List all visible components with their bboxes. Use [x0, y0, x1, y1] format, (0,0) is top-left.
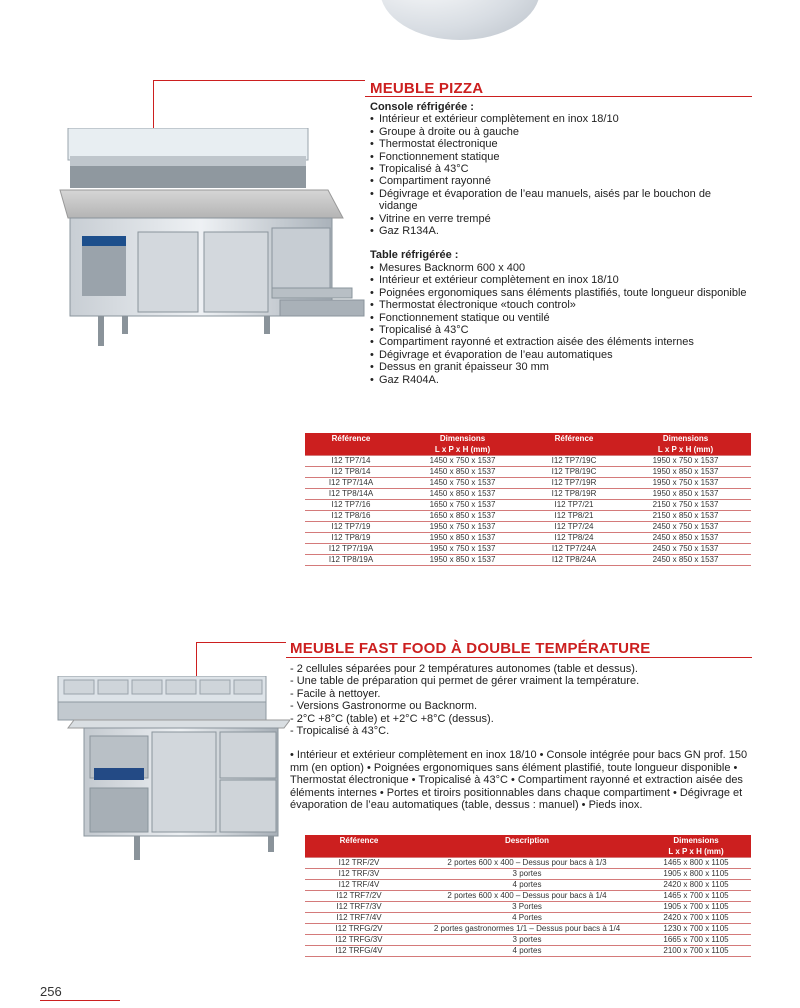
- table-cell: I12 TRF/2V: [305, 858, 413, 869]
- red-connector-line: [153, 80, 365, 81]
- list-item: - 2°C +8°C (table) et +2°C +8°C (dessus).: [290, 712, 494, 725]
- fastfood-counter-image: [54, 676, 290, 862]
- column-subheader: L x P x H (mm): [641, 846, 751, 858]
- table-cell: I12 TP8/19R: [528, 489, 620, 500]
- table-cell: I12 TP8/24A: [528, 555, 620, 566]
- list-item: • Intérieur et extérieur complètement en inox 18/10: [370, 274, 750, 286]
- table-row: [305, 456, 751, 467]
- table-row: [305, 467, 751, 478]
- page-number: 256: [40, 984, 62, 999]
- table-row: [305, 946, 751, 957]
- table-cell: I12 TRF7/2V: [305, 891, 413, 902]
- table-cell: 1950 x 750 x 1537: [397, 544, 528, 555]
- table-cell: 2420 x 800 x 1105: [641, 880, 751, 891]
- table-cell: I12 TP7/24: [528, 522, 620, 533]
- table-row: [305, 858, 751, 869]
- list-item: • Thermostat électronique: [370, 138, 750, 150]
- list-item: • Tropicalisé à 43°C: [370, 163, 750, 175]
- table-cell: I12 TP8/16: [305, 511, 397, 522]
- table-cell: 1905 x 700 x 1105: [641, 902, 751, 913]
- table-cell: 1950 x 750 x 1537: [620, 456, 751, 467]
- table-cell: I12 TRFG/2V: [305, 924, 413, 935]
- table-cell: I12 TP7/19C: [528, 456, 620, 467]
- table-cell: 1950 x 850 x 1537: [620, 489, 751, 500]
- table-cell: 4 portes: [413, 946, 641, 957]
- list-item: • Dessus en granit épaisseur 30 mm: [370, 361, 750, 373]
- table-cell: 1465 x 700 x 1105: [641, 891, 751, 902]
- table-row: [305, 544, 751, 555]
- list-item: • Mesures Backnorm 600 x 400: [370, 262, 750, 274]
- list-item: - Une table de préparation qui permet de gérer vraiment la température.: [290, 675, 640, 688]
- pizza-spec-table: [305, 433, 751, 566]
- table-cell: 1950 x 750 x 1537: [620, 478, 751, 489]
- table-cell: 1450 x 750 x 1537: [397, 478, 528, 489]
- table-row: [305, 913, 751, 924]
- column-subheader: [413, 846, 641, 858]
- features-paragraph: • Intérieur et extérieur complètement en inox 18/10 • Console intégrée pour bacs GN prof. 150 mm (en option) • Poignées ergonomiques sans élément plastifié, toute longueur disponible • Thermostat électronique • Tropicalisé à 43°C • Compartiment rayonné et extraction aisée des éléments internes • Portes et tiroirs positionnables dans chaque compartiment • Dégivrage et évaporation de l’eau automatiques (table, dessus : manuel) • Pieds inox.: [290, 749, 748, 812]
- red-connector-line: [153, 80, 154, 132]
- column-header: Référence: [305, 433, 397, 444]
- list-item: - Tropicalisé à 43°C.: [290, 725, 390, 738]
- table-row: [305, 555, 751, 566]
- table-cell: I12 TP7/19: [305, 522, 397, 533]
- table-cell: 2450 x 750 x 1537: [620, 544, 751, 555]
- table-cell: 1650 x 750 x 1537: [397, 500, 528, 511]
- table-cell: 2450 x 750 x 1537: [620, 522, 751, 533]
- column-subheader: L x P x H (mm): [620, 444, 751, 456]
- table-cell: 1450 x 750 x 1537: [397, 456, 528, 467]
- table-row: [305, 522, 751, 533]
- table-cell: I12 TP7/19A: [305, 544, 397, 555]
- table-row: [305, 511, 751, 522]
- list-item: • Vitrine en verre trempé: [370, 213, 750, 225]
- column-header: Dimensions: [620, 433, 751, 444]
- table-cell: 1950 x 850 x 1537: [620, 467, 751, 478]
- table-cell: I12 TP8/14: [305, 467, 397, 478]
- list-item: • Poignées ergonomiques sans éléments plastifiés, toute longueur disponible: [370, 287, 750, 299]
- fastfood-table-body: [305, 858, 751, 957]
- section-title-fastfood: MEUBLE FAST FOOD À DOUBLE TEMPÉRATURE: [290, 640, 651, 657]
- table-cell: 1465 x 800 x 1105: [641, 858, 751, 869]
- table-cell: 4 Portes: [413, 913, 641, 924]
- table-cell: 3 portes: [413, 935, 641, 946]
- table-cell: I12 TP7/24A: [528, 544, 620, 555]
- decorative-swoosh: [380, 0, 540, 40]
- list-item: • Fonctionnement statique ou ventilé: [370, 312, 750, 324]
- fastfood-spec-table: [305, 835, 751, 957]
- table-cell: I12 TP7/21: [528, 500, 620, 511]
- table-cell: 1950 x 750 x 1537: [397, 522, 528, 533]
- table-cell: I12 TP8/21: [528, 511, 620, 522]
- console-heading: Console réfrigérée :: [370, 101, 474, 113]
- column-header: Dimensions: [397, 433, 528, 444]
- table-cell: 1950 x 850 x 1537: [397, 533, 528, 544]
- table-cell: I12 TP8/14A: [305, 489, 397, 500]
- table-cell: I12 TRF/3V: [305, 869, 413, 880]
- table-cell: I12 TP7/19R: [528, 478, 620, 489]
- table-cell: 2100 x 700 x 1105: [641, 946, 751, 957]
- table-cell: 2420 x 700 x 1105: [641, 913, 751, 924]
- table-cell: I12 TRFG/4V: [305, 946, 413, 957]
- table-row: [305, 924, 751, 935]
- table-row: [305, 869, 751, 880]
- list-item: • Gaz R134A.: [370, 225, 750, 237]
- table-cell: I12 TRFG/3V: [305, 935, 413, 946]
- column-subheader: [305, 444, 397, 456]
- column-subheader: [305, 846, 413, 858]
- table-row: [305, 500, 751, 511]
- table-row: [305, 902, 751, 913]
- table-cell: I12 TRF7/3V: [305, 902, 413, 913]
- fastfood-description: [290, 663, 754, 811]
- list-item: - 2 cellules séparées pour 2 températures autonomes (table et dessus).: [290, 663, 638, 675]
- table-row: [305, 489, 751, 500]
- column-header: Référence: [305, 835, 413, 846]
- table-cell: I12 TP8/19: [305, 533, 397, 544]
- table-heading: Table réfrigérée :: [370, 249, 459, 262]
- list-item: • Groupe à droite ou à gauche: [370, 126, 750, 138]
- list-item: - Facile à nettoyer.: [290, 687, 381, 700]
- table-cell: I12 TP7/14: [305, 456, 397, 467]
- table-cell: 2150 x 850 x 1537: [620, 511, 751, 522]
- table-cell: I12 TP8/19A: [305, 555, 397, 566]
- list-item: • Compartiment rayonné et extraction aisée des éléments internes: [370, 336, 750, 348]
- table-cell: 3 Portes: [413, 902, 641, 913]
- table-cell: 2450 x 850 x 1537: [620, 533, 751, 544]
- list-item: • Thermostat électronique «touch control»: [370, 299, 750, 311]
- list-item: - Versions Gastronorme ou Backnorm.: [290, 700, 478, 713]
- section-title-pizza: MEUBLE PIZZA: [370, 80, 484, 97]
- table-cell: 2450 x 850 x 1537: [620, 555, 751, 566]
- table-cell: 2 portes 600 x 400 – Dessus pour bacs à 1/4: [413, 891, 641, 902]
- footer-divider: [40, 1000, 120, 1001]
- table-row: [305, 935, 751, 946]
- column-subheader: L x P x H (mm): [397, 444, 528, 456]
- section-divider: [286, 657, 752, 658]
- table-row: [305, 891, 751, 902]
- list-item: • Dégivrage et évaporation de l’eau automatiques: [370, 349, 750, 361]
- pizza-description: [370, 101, 750, 386]
- table-row: [305, 533, 751, 544]
- list-item: • Tropicalisé à 43°C: [370, 324, 750, 336]
- table-cell: 2150 x 750 x 1537: [620, 500, 751, 511]
- table-cell: I12 TP7/14A: [305, 478, 397, 489]
- table-cell: I12 TP7/16: [305, 500, 397, 511]
- column-header: Référence: [528, 433, 620, 444]
- table-cell: 1950 x 850 x 1537: [397, 555, 528, 566]
- table-cell: I12 TRF/4V: [305, 880, 413, 891]
- table-row: [305, 880, 751, 891]
- list-item: • Compartiment rayonné: [370, 175, 750, 187]
- table-cell: 2 portes 600 x 400 – Dessus pour bacs à 1/3: [413, 858, 641, 869]
- table-cell: I12 TRF7/4V: [305, 913, 413, 924]
- list-item: • Intérieur et extérieur complètement en inox 18/10: [370, 113, 750, 125]
- pizza-table-body: [305, 456, 751, 566]
- table-cell: 1450 x 850 x 1537: [397, 467, 528, 478]
- red-connector-line: [196, 642, 286, 643]
- table-cell: 1230 x 700 x 1105: [641, 924, 751, 935]
- list-item: • Dégivrage et évaporation de l’eau manuels, aisés par le bouchon de vidange: [370, 188, 750, 213]
- table-cell: 1650 x 850 x 1537: [397, 511, 528, 522]
- table-cell: I12 TP8/24: [528, 533, 620, 544]
- table-cell: 4 portes: [413, 880, 641, 891]
- table-cell: 1665 x 700 x 1105: [641, 935, 751, 946]
- table-cell: 1905 x 800 x 1105: [641, 869, 751, 880]
- table-cell: 1450 x 850 x 1537: [397, 489, 528, 500]
- table-cell: I12 TP8/19C: [528, 467, 620, 478]
- pizza-counter-image: [58, 128, 368, 356]
- table-cell: 3 portes: [413, 869, 641, 880]
- column-subheader: [528, 444, 620, 456]
- column-header: Description: [413, 835, 641, 846]
- table-row: [305, 478, 751, 489]
- column-header: Dimensions: [641, 835, 751, 846]
- list-item: • Fonctionnement statique: [370, 151, 750, 163]
- list-item: • Gaz R404A.: [370, 374, 750, 386]
- table-cell: 2 portes gastronormes 1/1 – Dessus pour bacs à 1/4: [413, 924, 641, 935]
